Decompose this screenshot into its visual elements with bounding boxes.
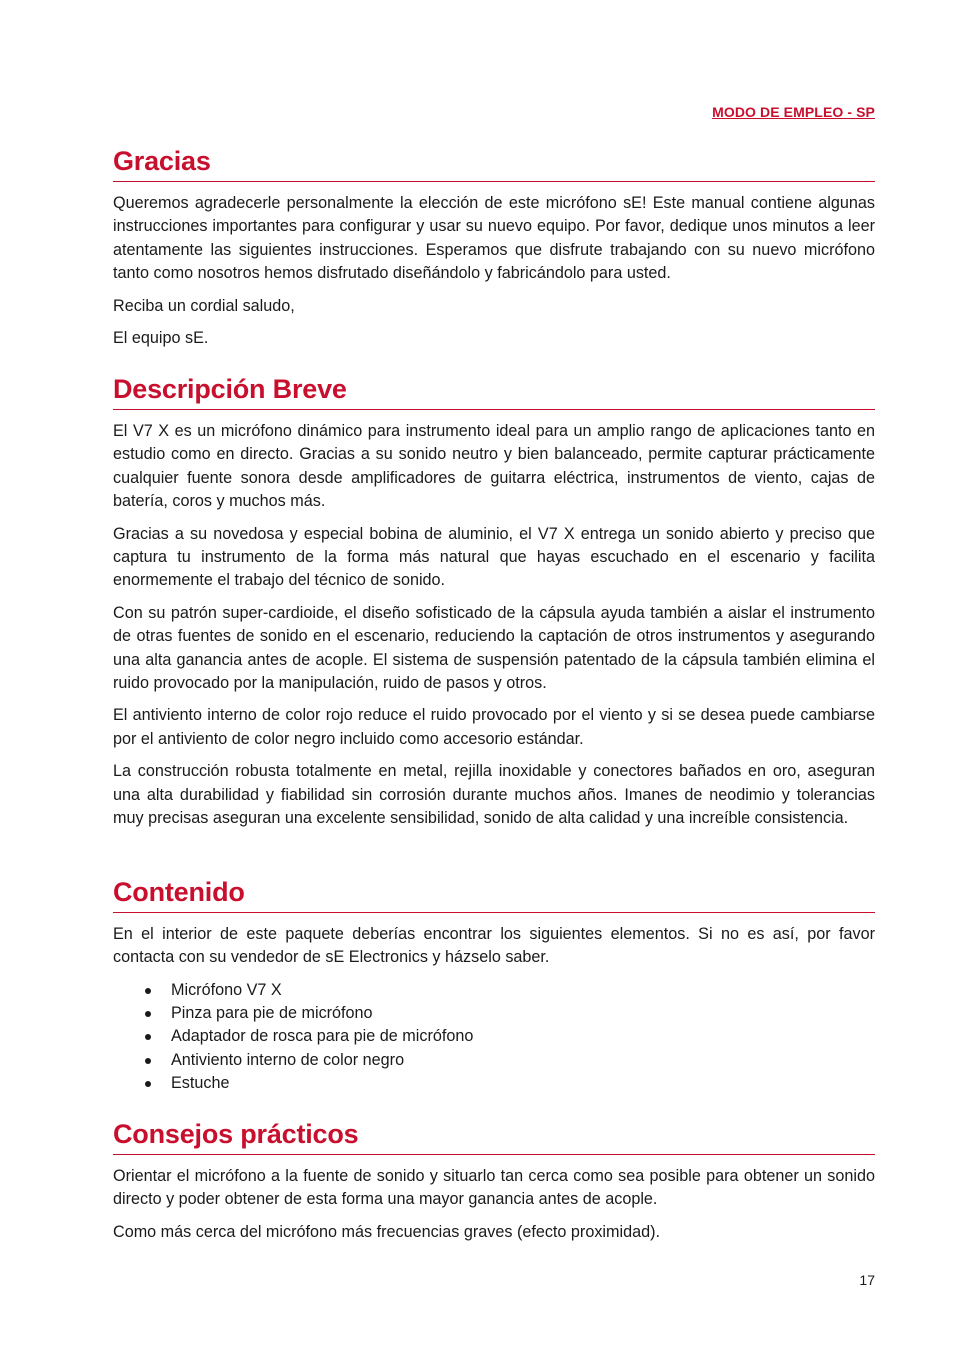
section-descripcion bbox=[113, 372, 875, 840]
list-item: Pinza para pie de micrófono bbox=[171, 1002, 875, 1025]
paragraph: El V7 X es un micrófono dinámico para instrumento ideal para un amplio rango de aplicaciones tanto en estudio como en directo. Gracias a su sonido neutro y bien balanceado, permite capturar prácticamente cualquier fuente sonora desde amplificadores de guitarra eléctrica, instrumentos de viento, cajas de batería, coros y muchos más. bbox=[113, 422, 875, 511]
section-consejos bbox=[113, 1117, 875, 1253]
paragraph: Orientar el micrófono a la fuente de sonido y situarlo tan cerca como sea posible para obtener un sonido directo y poder obtener de esta forma una mayor ganancia antes de acople. bbox=[113, 1167, 875, 1209]
paragraph: Con su patrón super-cardioide, el diseño sofisticado de la cápsula ayuda también a aislar el instrumento de otras fuentes de sonido en el escenario, reduciendo la captación de otros instrumentos y asegurando una alta ganancia antes de acople. El sistema de suspensión patentado de la cápsula también elimina el ruido provocado por la manipulación, ruido de pasos y otros. bbox=[113, 603, 875, 693]
section-contenido bbox=[113, 875, 875, 1095]
section-title-descripcion: Descripción Breve bbox=[113, 372, 875, 410]
paragraph: Queremos agradecerle personalmente la elección de este micrófono sE! Este manual contiene algunas instrucciones importantes para configurar y usar su nuevo equipo. Por favor, dedique unos minutos a leer atentamente las siguientes instrucciones. Esperamos que disfrute trabajando con su nuevo micrófono tanto como nosotros hemos disfrutado diseñándolo y fabricándolo para usted. bbox=[113, 194, 875, 283]
section-body-consejos bbox=[113, 1165, 875, 1244]
paragraph: El antiviento interno de color rojo reduce el ruido provocado por el viento y si se desea puede cambiarse por el antiviento de color negro incluido como accesorio estándar. bbox=[113, 706, 875, 748]
paragraph: Gracias a su novedosa y especial bobina de aluminio, el V7 X entrega un sonido abierto y preciso que captura tu instrumento de la forma más natural que hayas escuchado en el escenario y facilita enormemente el trabajo del técnico de sonido. bbox=[113, 524, 875, 590]
paragraph: Reciba un cordial saludo, bbox=[113, 296, 295, 315]
section-body-gracias bbox=[113, 192, 875, 350]
section-gracias bbox=[113, 144, 875, 359]
section-title-gracias: Gracias bbox=[113, 144, 875, 182]
header-language-tag: MODO DE EMPLEO - SP bbox=[712, 104, 875, 120]
list-item: Adaptador de rosca para pie de micrófono bbox=[171, 1025, 875, 1048]
section-body-contenido bbox=[113, 923, 875, 1095]
paragraph: Como más cerca del micrófono más frecuencias graves (efecto proximidad). bbox=[113, 1222, 660, 1241]
section-title-contenido: Contenido bbox=[113, 875, 875, 913]
page-number: 17 bbox=[859, 1272, 875, 1288]
section-title-consejos: Consejos prácticos bbox=[113, 1117, 875, 1155]
paragraph: La construcción robusta totalmente en metal, rejilla inoxidable y conectores bañados en oro, aseguran una alta durabilidad y fiabilidad sin corrosión durante muchos años. Imanes de neodimio y tolerancias muy precisas aseguran una excelente sensibilidad, sonido de alta calidad y una increíble consistencia. bbox=[113, 762, 875, 828]
list-item: Micrófono V7 X bbox=[171, 979, 875, 1002]
list-item: Estuche bbox=[171, 1072, 875, 1095]
list-item: Antiviento interno de color negro bbox=[171, 1049, 875, 1072]
paragraph: En el interior de este paquete deberías encontrar los siguientes elementos. Si no es así, por favor contacta con su vendedor de sE Electronics y házselo saber. bbox=[113, 925, 875, 967]
section-body-descripcion bbox=[113, 420, 875, 831]
contents-list bbox=[113, 979, 875, 1095]
paragraph: El equipo sE. bbox=[113, 329, 209, 348]
